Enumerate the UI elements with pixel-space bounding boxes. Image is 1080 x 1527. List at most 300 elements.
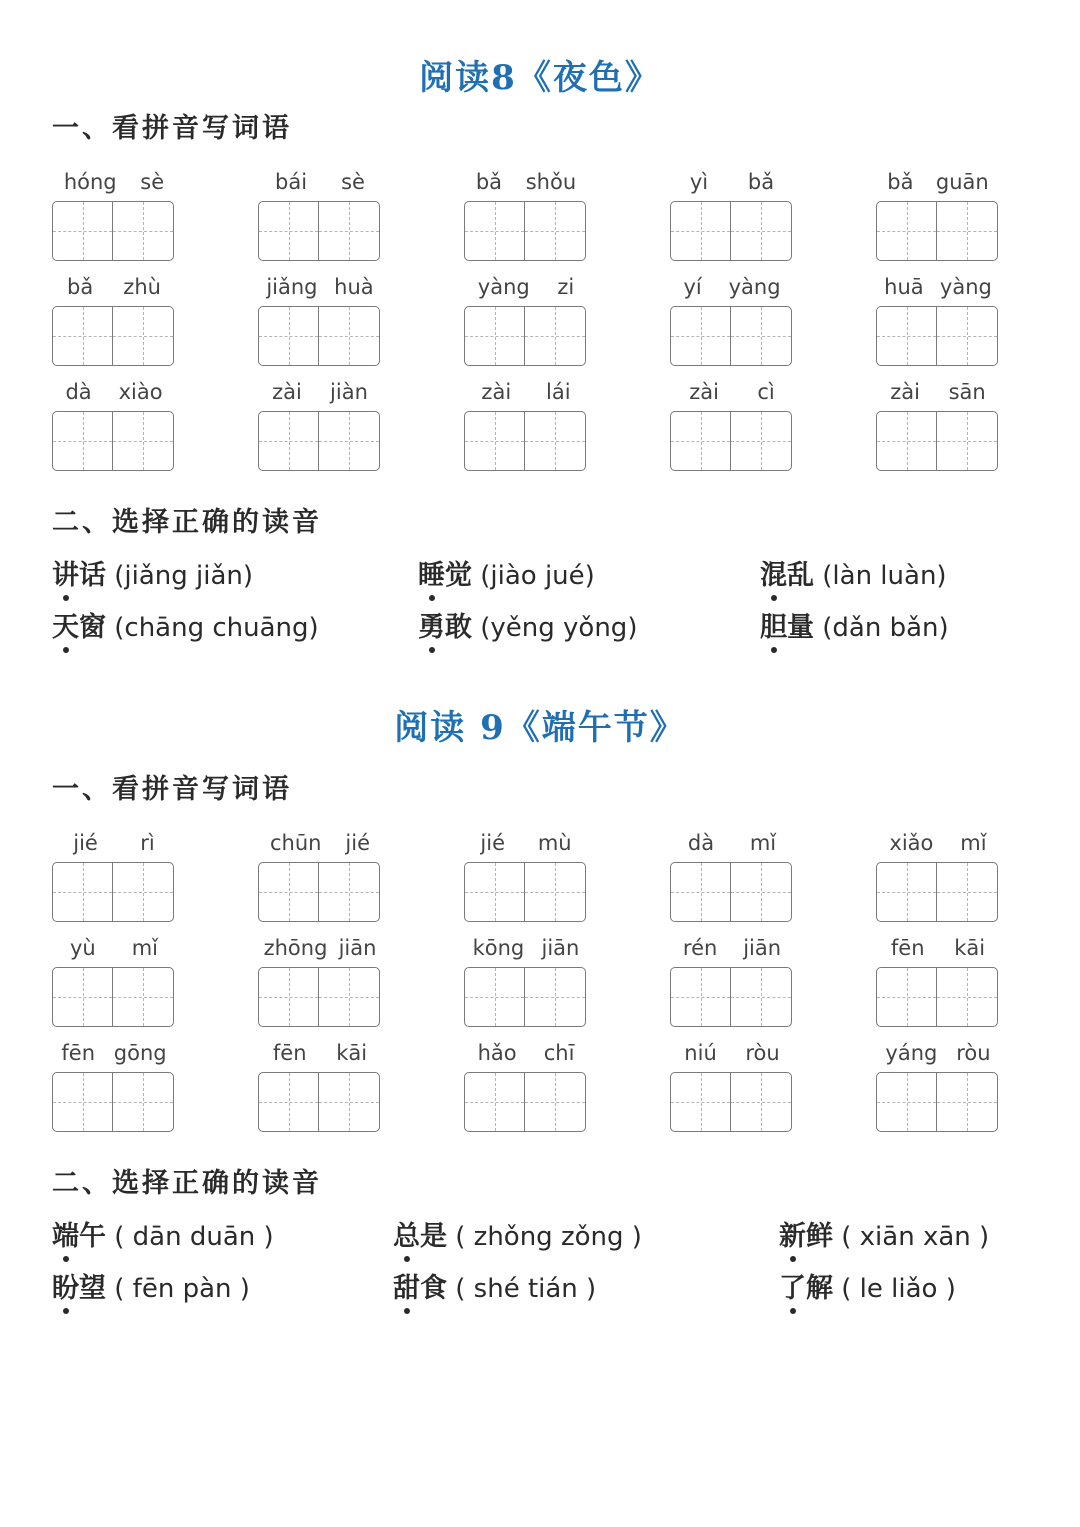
pinyin-syllable: bǎ bbox=[747, 170, 775, 194]
guide-line bbox=[53, 441, 112, 442]
choice-options[interactable]: ( shé tián ) bbox=[447, 1274, 597, 1304]
character-square[interactable] bbox=[465, 1073, 525, 1131]
pinyin-label bbox=[876, 377, 1000, 407]
pinyin-syllable: sè bbox=[341, 170, 365, 194]
guide-line bbox=[465, 441, 524, 442]
guide-line bbox=[671, 231, 730, 232]
choice-word-text: 胆量 bbox=[760, 612, 814, 643]
emphasis-dot bbox=[771, 647, 777, 653]
guide-line bbox=[525, 892, 585, 893]
writing-box[interactable] bbox=[670, 1072, 792, 1132]
pinyin-syllable: yàng bbox=[477, 275, 530, 299]
pinyin-syllable: jiǎng bbox=[266, 275, 318, 299]
character-square[interactable] bbox=[113, 1073, 173, 1131]
choice-heading: 二、选择正确的读音 bbox=[52, 507, 322, 538]
pinyin-syllable: jiān bbox=[541, 936, 580, 960]
pinyin-label bbox=[876, 272, 1000, 302]
pinyin-syllable: kōng bbox=[472, 936, 525, 960]
choice-word bbox=[393, 1273, 447, 1304]
guide-line bbox=[319, 997, 379, 998]
pinyin-label bbox=[876, 1038, 1000, 1068]
pinyin-syllable: rì bbox=[140, 831, 155, 855]
pronunciation-choice bbox=[52, 553, 253, 592]
character-square[interactable] bbox=[937, 863, 997, 921]
pronunciation-choice bbox=[760, 553, 947, 592]
pinyin-syllable: jié bbox=[345, 831, 370, 855]
guide-line bbox=[525, 1102, 585, 1103]
pinyin-syllable: yàng bbox=[939, 275, 992, 299]
guide-line bbox=[937, 997, 997, 998]
choice-options[interactable]: (yěng yǒng) bbox=[472, 613, 638, 643]
pinyin-heading: 一、看拼音写词语 bbox=[52, 113, 292, 144]
writing-box[interactable] bbox=[258, 306, 380, 366]
pinyin-label bbox=[464, 1038, 588, 1068]
guide-line bbox=[671, 997, 730, 998]
pinyin-syllable: zhù bbox=[123, 275, 161, 299]
emphasis-dot bbox=[63, 1308, 69, 1314]
guide-line bbox=[113, 441, 173, 442]
pinyin-label bbox=[670, 167, 794, 197]
guide-line bbox=[877, 336, 936, 337]
character-square[interactable] bbox=[113, 412, 173, 470]
writing-box[interactable] bbox=[464, 862, 586, 922]
character-square[interactable] bbox=[53, 307, 113, 365]
character-square[interactable] bbox=[671, 1073, 731, 1131]
pinyin-syllable: yù bbox=[69, 936, 96, 960]
pinyin-label bbox=[464, 828, 588, 858]
pinyin-syllable: xiào bbox=[118, 380, 163, 404]
pinyin-syllable: yì bbox=[689, 170, 709, 194]
character-square[interactable] bbox=[53, 412, 113, 470]
pinyin-syllable: dà bbox=[65, 380, 92, 404]
pinyin-label bbox=[876, 933, 1000, 963]
guide-line bbox=[319, 892, 379, 893]
pinyin-syllable: zi bbox=[557, 275, 575, 299]
pinyin-syllable: huā bbox=[884, 275, 924, 299]
character-square[interactable] bbox=[53, 968, 113, 1026]
guide-line bbox=[259, 892, 318, 893]
character-square[interactable] bbox=[731, 1073, 791, 1131]
pinyin-syllable: yàng bbox=[728, 275, 781, 299]
pronunciation-choice bbox=[418, 605, 637, 644]
writing-box[interactable] bbox=[464, 306, 586, 366]
pinyin-syllable: jiàn bbox=[330, 380, 368, 404]
pinyin-syllable: kāi bbox=[954, 936, 986, 960]
guide-line bbox=[731, 441, 791, 442]
writing-box[interactable] bbox=[52, 201, 174, 261]
guide-line bbox=[877, 441, 936, 442]
choice-options[interactable]: ( xiān xān ) bbox=[833, 1222, 990, 1252]
guide-line bbox=[53, 231, 112, 232]
pinyin-label bbox=[464, 377, 588, 407]
writing-box[interactable] bbox=[876, 967, 998, 1027]
choice-heading: 二、选择正确的读音 bbox=[52, 1168, 322, 1199]
pronunciation-choice bbox=[418, 553, 595, 592]
pinyin-syllable: lái bbox=[546, 380, 571, 404]
guide-line bbox=[877, 892, 936, 893]
pinyin-syllable: huà bbox=[334, 275, 374, 299]
character-square[interactable] bbox=[259, 412, 319, 470]
choice-word-text: 混乱 bbox=[760, 560, 814, 591]
choice-options[interactable]: (jiǎng jiǎn) bbox=[106, 561, 254, 591]
pinyin-label bbox=[670, 377, 794, 407]
pinyin-label bbox=[258, 272, 382, 302]
character-square[interactable] bbox=[937, 202, 997, 260]
pinyin-label bbox=[258, 1038, 382, 1068]
guide-line bbox=[731, 336, 791, 337]
character-square[interactable] bbox=[525, 307, 585, 365]
character-square[interactable] bbox=[319, 863, 379, 921]
choice-options[interactable]: ( zhǒng zǒng ) bbox=[447, 1222, 642, 1252]
choice-options[interactable]: (chāng chuāng) bbox=[106, 613, 319, 643]
writing-box[interactable] bbox=[258, 411, 380, 471]
guide-line bbox=[877, 997, 936, 998]
writing-box[interactable] bbox=[258, 201, 380, 261]
guide-line bbox=[53, 997, 112, 998]
character-square[interactable] bbox=[465, 863, 525, 921]
pinyin-syllable: ròu bbox=[956, 1041, 991, 1065]
character-square[interactable] bbox=[319, 412, 379, 470]
character-square[interactable] bbox=[113, 307, 173, 365]
pinyin-syllable: bǎ bbox=[67, 275, 94, 299]
pinyin-label bbox=[52, 167, 176, 197]
guide-line bbox=[731, 1102, 791, 1103]
pinyin-syllable: shǒu bbox=[525, 170, 577, 194]
character-square[interactable] bbox=[877, 863, 937, 921]
character-square[interactable] bbox=[877, 202, 937, 260]
writing-box[interactable] bbox=[670, 862, 792, 922]
character-square[interactable] bbox=[53, 202, 113, 260]
guide-line bbox=[53, 892, 112, 893]
pinyin-syllable: jiān bbox=[743, 936, 782, 960]
guide-line bbox=[113, 997, 173, 998]
writing-box[interactable] bbox=[670, 201, 792, 261]
pinyin-label bbox=[670, 1038, 794, 1068]
guide-line bbox=[731, 892, 791, 893]
pinyin-syllable: kāi bbox=[336, 1041, 368, 1065]
emphasis-dot bbox=[404, 1308, 410, 1314]
guide-line bbox=[113, 1102, 173, 1103]
pronunciation-choice bbox=[760, 605, 949, 644]
section-title: 阅读 9《端午节》 bbox=[394, 708, 686, 748]
character-square[interactable] bbox=[259, 1073, 319, 1131]
choice-word-text: 总是 bbox=[393, 1221, 447, 1252]
pronunciation-choice bbox=[779, 1214, 989, 1253]
character-square[interactable] bbox=[525, 412, 585, 470]
pinyin-label bbox=[52, 377, 176, 407]
pinyin-label bbox=[52, 828, 176, 858]
pinyin-syllable: guān bbox=[935, 170, 989, 194]
choice-word-text: 天窗 bbox=[52, 612, 106, 643]
guide-line bbox=[465, 336, 524, 337]
guide-line bbox=[259, 336, 318, 337]
character-square[interactable] bbox=[259, 307, 319, 365]
choice-options[interactable]: ( fēn pàn ) bbox=[106, 1274, 250, 1304]
character-square[interactable] bbox=[877, 1073, 937, 1131]
character-square[interactable] bbox=[671, 863, 731, 921]
pinyin-heading: 一、看拼音写词语 bbox=[52, 774, 292, 805]
guide-line bbox=[465, 892, 524, 893]
pinyin-syllable: fēn bbox=[272, 1041, 307, 1065]
guide-line bbox=[319, 336, 379, 337]
pinyin-label bbox=[876, 828, 1000, 858]
character-square[interactable] bbox=[525, 1073, 585, 1131]
guide-line bbox=[937, 1102, 997, 1103]
guide-line bbox=[113, 892, 173, 893]
character-square[interactable] bbox=[877, 307, 937, 365]
pinyin-label bbox=[258, 167, 382, 197]
guide-line bbox=[877, 1102, 936, 1103]
pinyin-label bbox=[670, 933, 794, 963]
choice-word bbox=[760, 612, 814, 643]
pinyin-syllable: jié bbox=[480, 831, 505, 855]
guide-line bbox=[53, 1102, 112, 1103]
character-square[interactable] bbox=[259, 968, 319, 1026]
writing-box[interactable] bbox=[464, 201, 586, 261]
emphasis-dot bbox=[429, 647, 435, 653]
guide-line bbox=[259, 231, 318, 232]
character-square[interactable] bbox=[937, 1073, 997, 1131]
character-square[interactable] bbox=[937, 412, 997, 470]
pinyin-syllable: fēn bbox=[890, 936, 925, 960]
choice-word-text: 讲话 bbox=[52, 560, 106, 591]
pronunciation-choice bbox=[393, 1266, 596, 1305]
pinyin-syllable: mǐ bbox=[749, 831, 777, 855]
guide-line bbox=[319, 1102, 379, 1103]
writing-box[interactable] bbox=[258, 1072, 380, 1132]
character-square[interactable] bbox=[671, 968, 731, 1026]
character-square[interactable] bbox=[259, 202, 319, 260]
pinyin-syllable: ròu bbox=[745, 1041, 780, 1065]
pinyin-label bbox=[52, 1038, 176, 1068]
character-square[interactable] bbox=[525, 968, 585, 1026]
pinyin-syllable: niú bbox=[684, 1041, 717, 1065]
character-square[interactable] bbox=[113, 968, 173, 1026]
character-square[interactable] bbox=[113, 202, 173, 260]
choice-word bbox=[52, 1273, 106, 1304]
guide-line bbox=[525, 231, 585, 232]
pronunciation-choice bbox=[393, 1214, 642, 1253]
pinyin-syllable: cì bbox=[757, 380, 775, 404]
pinyin-syllable: zài bbox=[272, 380, 302, 404]
guide-line bbox=[937, 892, 997, 893]
pinyin-label bbox=[670, 272, 794, 302]
emphasis-dot bbox=[790, 1256, 796, 1262]
pinyin-syllable: mǐ bbox=[131, 936, 158, 960]
character-square[interactable] bbox=[731, 412, 791, 470]
pinyin-syllable: zài bbox=[890, 380, 921, 404]
guide-line bbox=[937, 336, 997, 337]
pinyin-syllable: xiǎo bbox=[889, 831, 934, 855]
choice-options[interactable]: ( dān duān ) bbox=[106, 1222, 274, 1252]
character-square[interactable] bbox=[877, 968, 937, 1026]
pinyin-label bbox=[670, 828, 794, 858]
guide-line bbox=[465, 231, 524, 232]
writing-box[interactable] bbox=[52, 306, 174, 366]
guide-line bbox=[671, 336, 730, 337]
pinyin-syllable: chūn bbox=[269, 831, 322, 855]
pronunciation-choice bbox=[52, 1214, 274, 1253]
character-square[interactable] bbox=[731, 202, 791, 260]
character-square[interactable] bbox=[937, 307, 997, 365]
writing-box[interactable] bbox=[876, 201, 998, 261]
choice-word-text: 新鲜 bbox=[779, 1221, 833, 1252]
guide-line bbox=[525, 997, 585, 998]
pinyin-label bbox=[464, 272, 588, 302]
emphasis-dot bbox=[771, 595, 777, 601]
pinyin-label bbox=[876, 167, 1000, 197]
writing-box[interactable] bbox=[670, 306, 792, 366]
writing-box[interactable] bbox=[670, 967, 792, 1027]
character-square[interactable] bbox=[671, 307, 731, 365]
guide-line bbox=[319, 231, 379, 232]
pinyin-syllable: fēn bbox=[61, 1041, 95, 1065]
pinyin-label bbox=[258, 933, 382, 963]
pinyin-label bbox=[258, 377, 382, 407]
writing-box[interactable] bbox=[258, 967, 380, 1027]
guide-line bbox=[525, 441, 585, 442]
character-square[interactable] bbox=[319, 202, 379, 260]
pinyin-syllable: jié bbox=[73, 831, 98, 855]
character-square[interactable] bbox=[465, 412, 525, 470]
section-title: 阅读8《夜色》 bbox=[419, 58, 661, 98]
guide-line bbox=[937, 441, 997, 442]
choice-options[interactable]: (dǎn bǎn) bbox=[814, 613, 949, 643]
choice-word bbox=[760, 560, 814, 591]
emphasis-dot bbox=[63, 647, 69, 653]
pinyin-syllable: bǎ bbox=[887, 170, 914, 194]
guide-line bbox=[731, 997, 791, 998]
writing-box[interactable] bbox=[876, 1072, 998, 1132]
character-square[interactable] bbox=[525, 863, 585, 921]
writing-box[interactable] bbox=[52, 1072, 174, 1132]
choice-word-text: 端午 bbox=[52, 1221, 106, 1252]
pinyin-syllable: sān bbox=[948, 380, 986, 404]
pinyin-syllable: sè bbox=[140, 170, 165, 194]
pinyin-syllable: rén bbox=[682, 936, 718, 960]
writing-box[interactable] bbox=[52, 411, 174, 471]
writing-box[interactable] bbox=[52, 862, 174, 922]
pinyin-syllable: bái bbox=[275, 170, 308, 194]
character-square[interactable] bbox=[465, 968, 525, 1026]
guide-line bbox=[731, 231, 791, 232]
writing-box[interactable] bbox=[876, 411, 998, 471]
pinyin-syllable: mù bbox=[537, 831, 572, 855]
guide-line bbox=[465, 1102, 524, 1103]
writing-box[interactable] bbox=[258, 862, 380, 922]
emphasis-dot bbox=[790, 1308, 796, 1314]
guide-line bbox=[113, 231, 173, 232]
guide-line bbox=[259, 441, 318, 442]
guide-line bbox=[465, 997, 524, 998]
character-square[interactable] bbox=[525, 202, 585, 260]
character-square[interactable] bbox=[319, 307, 379, 365]
character-square[interactable] bbox=[671, 412, 731, 470]
character-square[interactable] bbox=[731, 968, 791, 1026]
pinyin-syllable: yí bbox=[683, 275, 702, 299]
character-square[interactable] bbox=[53, 863, 113, 921]
guide-line bbox=[671, 1102, 730, 1103]
pronunciation-choice bbox=[52, 1266, 250, 1305]
choice-options[interactable]: ( le liǎo ) bbox=[833, 1274, 956, 1304]
character-square[interactable] bbox=[731, 307, 791, 365]
pinyin-label bbox=[52, 933, 176, 963]
character-square[interactable] bbox=[731, 863, 791, 921]
guide-line bbox=[937, 231, 997, 232]
writing-box[interactable] bbox=[876, 306, 998, 366]
pinyin-syllable: yáng bbox=[885, 1041, 938, 1065]
guide-line bbox=[671, 892, 730, 893]
choice-word bbox=[52, 560, 106, 591]
guide-line bbox=[259, 1102, 318, 1103]
character-square[interactable] bbox=[53, 1073, 113, 1131]
character-square[interactable] bbox=[671, 202, 731, 260]
pinyin-syllable: bǎ bbox=[475, 170, 503, 194]
writing-box[interactable] bbox=[52, 967, 174, 1027]
pinyin-syllable: dà bbox=[687, 831, 715, 855]
choice-word bbox=[418, 560, 472, 591]
writing-box[interactable] bbox=[876, 862, 998, 922]
pinyin-syllable: hǎo bbox=[477, 1041, 517, 1065]
character-square[interactable] bbox=[877, 412, 937, 470]
character-square[interactable] bbox=[259, 863, 319, 921]
pinyin-label bbox=[52, 272, 176, 302]
guide-line bbox=[671, 441, 730, 442]
pinyin-syllable: zài bbox=[481, 380, 512, 404]
guide-line bbox=[259, 997, 318, 998]
character-square[interactable] bbox=[319, 1073, 379, 1131]
choice-word-text: 甜食 bbox=[393, 1273, 447, 1304]
pronunciation-choice bbox=[52, 605, 319, 644]
pinyin-syllable: zhōng bbox=[263, 936, 328, 960]
guide-line bbox=[525, 336, 585, 337]
writing-box[interactable] bbox=[670, 411, 792, 471]
choice-word bbox=[779, 1273, 833, 1304]
pinyin-syllable: chī bbox=[543, 1041, 575, 1065]
pinyin-syllable: gōng bbox=[113, 1041, 167, 1065]
choice-options[interactable]: (làn luàn) bbox=[814, 561, 947, 591]
pinyin-label bbox=[258, 828, 382, 858]
emphasis-dot bbox=[404, 1256, 410, 1262]
choice-word-text: 睡觉 bbox=[418, 560, 472, 591]
writing-box[interactable] bbox=[464, 967, 586, 1027]
pronunciation-choice bbox=[779, 1266, 956, 1305]
emphasis-dot bbox=[63, 595, 69, 601]
writing-box[interactable] bbox=[464, 411, 586, 471]
choice-options[interactable]: (jiào jué) bbox=[472, 561, 595, 591]
choice-word bbox=[52, 612, 106, 643]
character-square[interactable] bbox=[319, 968, 379, 1026]
choice-word bbox=[418, 612, 472, 643]
choice-word-text: 盼望 bbox=[52, 1273, 106, 1304]
choice-word bbox=[52, 1221, 106, 1252]
choice-word bbox=[393, 1221, 447, 1252]
pinyin-syllable: mǐ bbox=[960, 831, 987, 855]
pinyin-label bbox=[464, 933, 588, 963]
character-square[interactable] bbox=[113, 863, 173, 921]
guide-line bbox=[53, 336, 112, 337]
character-square[interactable] bbox=[937, 968, 997, 1026]
pinyin-label bbox=[464, 167, 588, 197]
character-square[interactable] bbox=[465, 307, 525, 365]
choice-word-text: 勇敢 bbox=[418, 612, 472, 643]
character-square[interactable] bbox=[465, 202, 525, 260]
pinyin-syllable: jiān bbox=[338, 936, 377, 960]
choice-word-text: 了解 bbox=[779, 1273, 833, 1304]
choice-word bbox=[779, 1221, 833, 1252]
writing-box[interactable] bbox=[464, 1072, 586, 1132]
pinyin-syllable: zài bbox=[689, 380, 719, 404]
